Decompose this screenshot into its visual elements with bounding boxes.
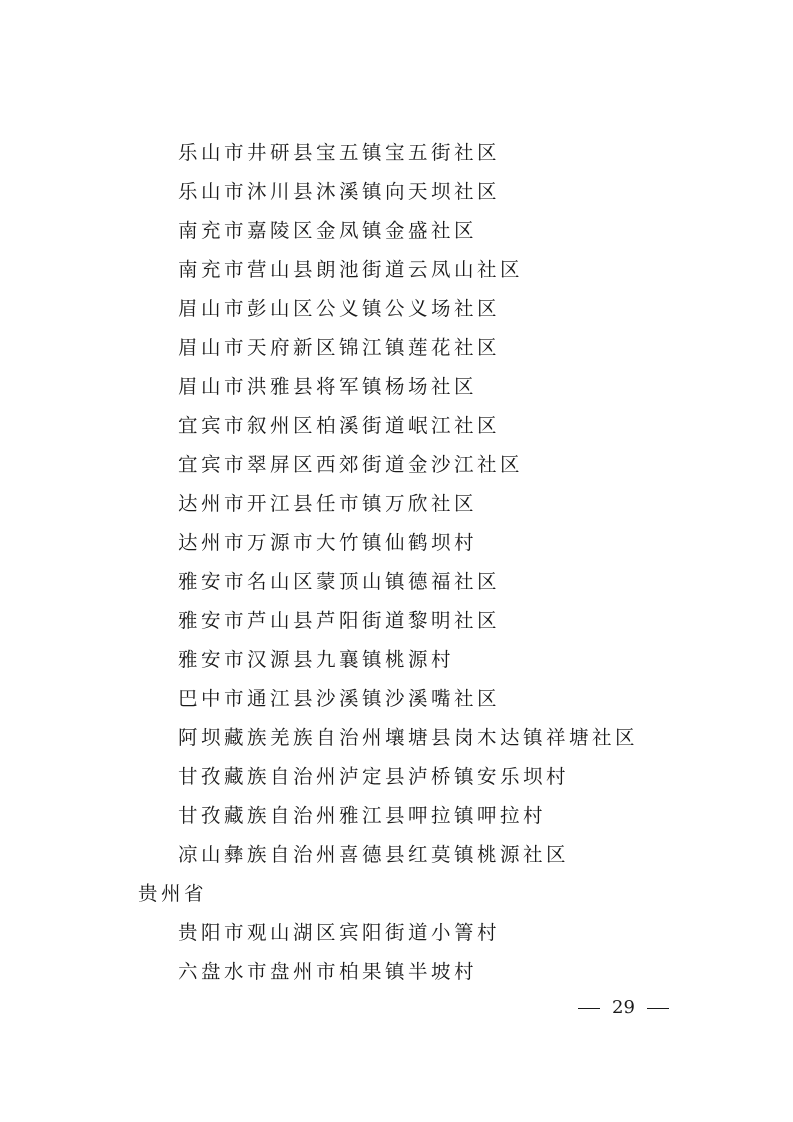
- list-item: 雅安市芦山县芦阳街道黎明社区: [178, 609, 501, 632]
- list-item: 甘孜藏族自治州泸定县泸桥镇安乐坝村: [178, 765, 570, 788]
- left-dash: [578, 1008, 600, 1009]
- list-item: 达州市万源市大竹镇仙鹤坝村: [178, 531, 478, 554]
- list-item: 南充市嘉陵区金凤镇金盛社区: [178, 219, 478, 242]
- list-item: 甘孜藏族自治州雅江县呷拉镇呷拉村: [178, 804, 547, 827]
- list-item: 眉山市洪雅县将军镇杨场社区: [178, 375, 478, 398]
- list-item: 宜宾市叙州区柏溪街道岷江社区: [178, 414, 501, 437]
- list-item: 巴中市通江县沙溪镇沙溪嘴社区: [178, 687, 501, 710]
- page-number-value: 29: [612, 997, 635, 1018]
- right-dash: [647, 1008, 669, 1009]
- list-item: 雅安市名山区蒙顶山镇德福社区: [178, 570, 501, 593]
- list-item: 阿坝藏族羌族自治州壤塘县岗木达镇祥塘社区: [178, 726, 639, 749]
- list-item: 雅安市汉源县九襄镇桃源村: [178, 648, 455, 671]
- list-item: 乐山市井研县宝五镇宝五街社区: [178, 141, 501, 164]
- list-item: 宜宾市翠屏区西郊街道金沙江社区: [178, 453, 524, 476]
- province-heading: 贵州省: [138, 882, 208, 905]
- list-item: 凉山彝族自治州喜德县红莫镇桃源社区: [178, 843, 570, 866]
- community-list: [0, 133, 793, 991]
- list-item: 乐山市沐川县沐溪镇向天坝社区: [178, 180, 501, 203]
- list-item: 眉山市天府新区锦江镇莲花社区: [178, 336, 501, 359]
- list-item: 六盘水市盘州市柏果镇半坡村: [178, 960, 478, 983]
- list-item: 南充市营山县朗池街道云凤山社区: [178, 258, 524, 281]
- list-item: 眉山市彭山区公义镇公义场社区: [178, 297, 501, 320]
- list-item: 贵阳市观山湖区宾阳街道小箐村: [178, 921, 501, 944]
- list-item: 达州市开江县任市镇万欣社区: [178, 492, 478, 515]
- page-number: [578, 993, 669, 1023]
